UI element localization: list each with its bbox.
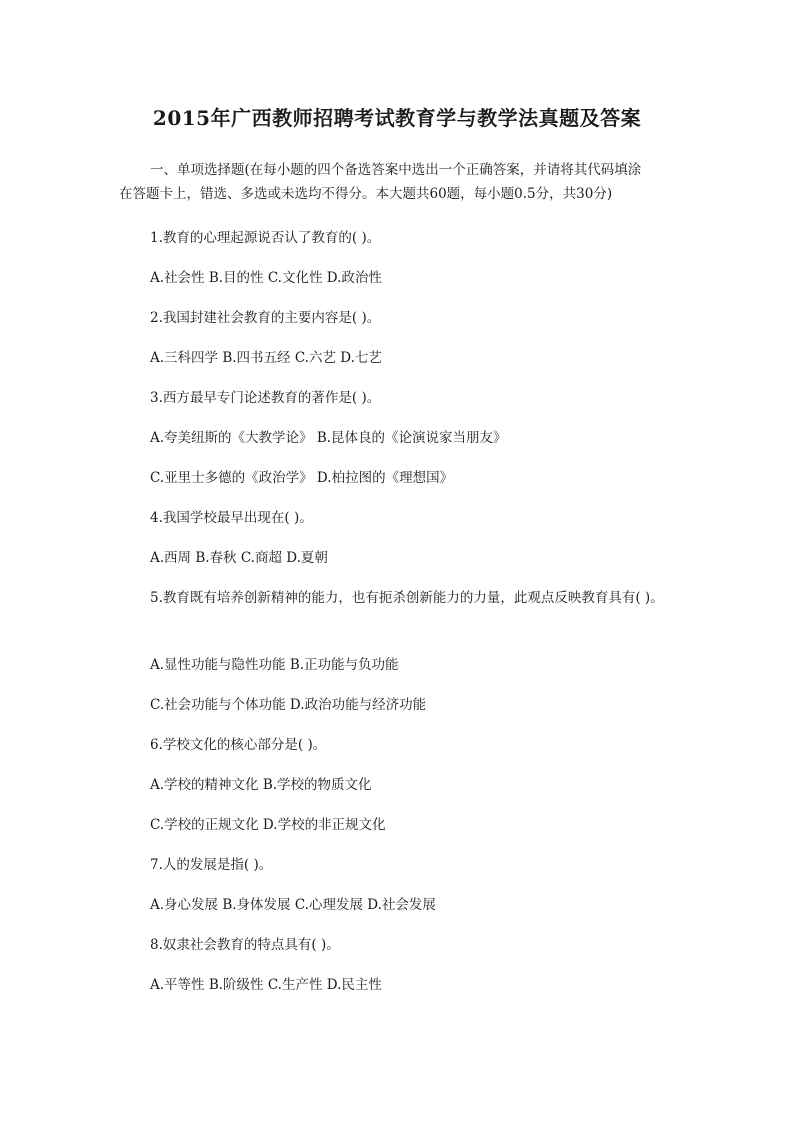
section-intro <box>119 158 679 206</box>
options-6b: C.学校的正规文化 D.学校的非正规文化 <box>150 817 386 833</box>
question-5: 5.教育既有培养创新精神的能力，也有扼杀创新能力的力量，此观点反映教育具有( )。 <box>150 590 664 606</box>
question-1: 1.教育的心理起源说否认了教育的( )。 <box>150 230 381 246</box>
question-8: 8.奴隶社会教育的特点具有( )。 <box>150 937 340 953</box>
document-title: 2015年广西教师招聘考试教育学与教学法真题及答案 <box>152 106 642 130</box>
intro-line-1: 一、单项选择题(在每小题的四个备选答案中选出一个正确答案，并请将其代码填涂 <box>150 162 642 178</box>
intro-line-2: 在答题卡上，错选、多选或未选均不得分。本大题共60题，每小题0.5分，共30分) <box>119 186 613 202</box>
question-7: 7.人的发展是指( )。 <box>150 857 273 873</box>
question-2: 2.我国封建社会教育的主要内容是( )。 <box>150 310 381 326</box>
options-5b: C.社会功能与个体功能 D.政治功能与经济功能 <box>150 697 427 713</box>
options-3b: C.亚里士多德的《政治学》 D.柏拉图的《理想国》 <box>150 470 454 486</box>
question-6: 6.学校文化的核心部分是( )。 <box>150 737 327 753</box>
options-4: A.西周 B.春秋 C.商超 D.夏朝 <box>150 550 328 566</box>
options-2: A.三科四学 B.四书五经 C.六艺 D.七艺 <box>150 350 382 366</box>
options-5a: A.显性功能与隐性功能 B.正功能与负功能 <box>150 657 399 673</box>
options-3a: A.夸美纽斯的《大教学论》 B.昆体良的《论演说家当朋友》 <box>150 430 507 446</box>
options-8: A.平等性 B.阶级性 C.生产性 D.民主性 <box>150 977 382 993</box>
question-3: 3.西方最早专门论述教育的著作是( )。 <box>150 390 381 406</box>
question-4: 4.我国学校最早出现在( )。 <box>150 510 313 526</box>
options-1: A.社会性 B.目的性 C.文化性 D.政治性 <box>150 270 382 286</box>
options-6a: A.学校的精神文化 B.学校的物质文化 <box>150 777 372 793</box>
options-7: A.身心发展 B.身体发展 C.心理发展 D.社会发展 <box>150 897 436 913</box>
